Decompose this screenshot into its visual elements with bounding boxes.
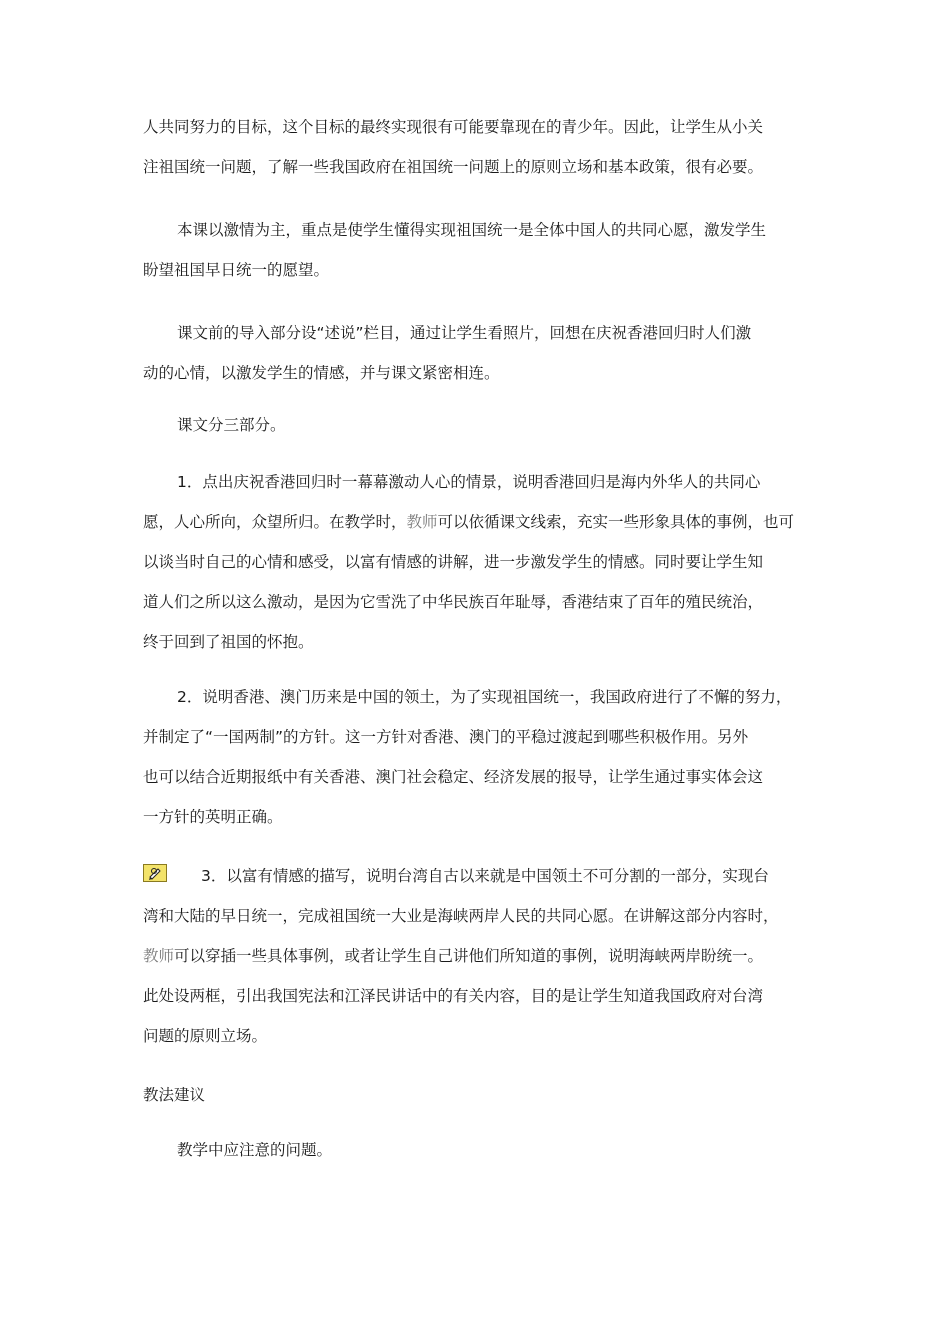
text-line: 一方针的英明正确。 (143, 808, 283, 826)
text-line (143, 936, 811, 976)
text-line: 教学中应注意的问题。 (177, 1141, 333, 1159)
paragraph-4 (143, 405, 811, 445)
paragraph-1 (143, 107, 811, 187)
paragraph-5 (143, 462, 811, 662)
heading-text: 教法建议 (143, 1086, 206, 1104)
text-line: 课文分三部分。 (177, 416, 286, 434)
text-line: 终于回到了祖国的怀抱。 (143, 633, 314, 651)
text-line: 1．点出庆祝香港回归时一幕幕激动人心的情景，说明香港回归是海内外华人的共同心 (177, 473, 761, 491)
text-segment: 可以穿插一些具体事例，或者让学生自己讲他们所知道的事例，说明海峡两岸盼统一。 (174, 947, 764, 965)
text-line (143, 502, 811, 542)
paragraph-2 (143, 210, 811, 290)
text-line: 课文前的导入部分设“述说”栏目，通过让学生看照片，回想在庆祝香港回归时人们激 (177, 324, 752, 342)
paragraph-3 (143, 313, 811, 393)
text-line: 湾和大陆的早日统一，完成祖国统一大业是海峡两岸人民的共同心愿。在讲解这部分内容时， (143, 907, 779, 925)
paragraph-8 (143, 1130, 811, 1170)
text-line: 本课以激情为主，重点是使学生懂得实现祖国统一是全体中国人的共同心愿，激发学生 (177, 221, 767, 239)
text-line: 注祖国统一问题，了解一些我国政府在祖国统一问题上的原则立场和基本政策，很有必要。 (143, 158, 764, 176)
text-line: 人共同努力的目标，这个目标的最终实现很有可能要靠现在的青少年。因此，让学生从小关 (143, 118, 764, 136)
text-line: 此处设两框，引出我国宪法和江泽民讲话中的有关内容，目的是让学生知道我国政府对台湾 (143, 987, 764, 1005)
teacher-link[interactable]: 教师 (143, 947, 175, 965)
text-line: 问题的原则立场。 (143, 1027, 268, 1045)
text-line: 3．以富有情感的描写，说明台湾自古以来就是中国领土不可分割的一部分，实现台 (201, 867, 769, 885)
text-line: 也可以结合近期报纸中有关香港、澳门社会稳定、经济发展的报导，让学生通过事实体会这 (143, 768, 764, 786)
section-heading (143, 1075, 811, 1115)
paragraph-6 (143, 677, 811, 837)
text-line: 以谈当时自己的心情和感受，以富有情感的讲解，进一步激发学生的情感。同时要让学生知 (143, 553, 764, 571)
text-line: 动的心情，以激发学生的情感，并与课文紧密相连。 (143, 364, 500, 382)
text-line: 并制定了“一国两制”的方针。这一方针对香港、澳门的平稳过渡起到哪些积极作用。另外 (143, 728, 749, 746)
text-line: 盼望祖国早日统一的愿望。 (143, 261, 330, 279)
teacher-link[interactable]: 教师 (406, 513, 438, 531)
text-segment: 愿，人心所向，众望所归。在教学时， (143, 513, 407, 531)
text-line: 道人们之所以这么激动，是因为它雪洗了中华民族百年耻辱，香港结束了百年的殖民统治， (143, 593, 764, 611)
paragraph-7 (143, 856, 811, 1056)
text-line: 2．说明香港、澳门历来是中国的领土，为了实现祖国统一，我国政府进行了不懈的努力， (177, 688, 792, 706)
text-segment: 可以依循课文线索，充实一些形象具体的事例，也可 (437, 513, 795, 531)
